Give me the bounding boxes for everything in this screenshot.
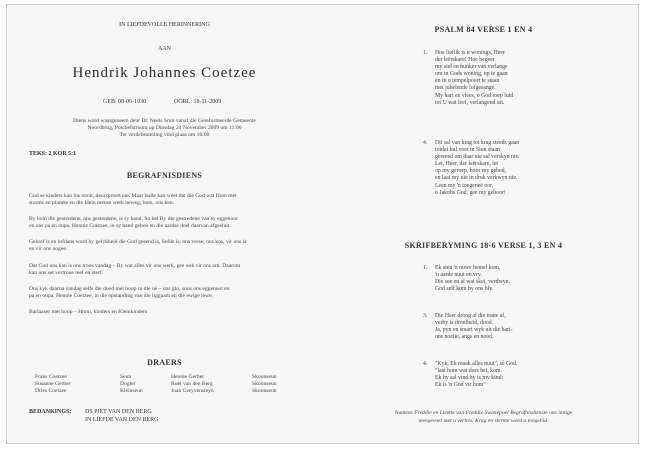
right-page [327, 5, 640, 445]
program-title: BEGRAFNISDIENS [126, 171, 203, 180]
stanza-lines [435, 265, 510, 293]
stanza-line: totdat hul voet in Sion staan [435, 147, 500, 154]
stanza-line: o Jakobs God, gee my gehoor! [435, 189, 506, 196]
stanza-number: 1. [423, 50, 428, 56]
deceased-name: Hendrik Johannes Coetzee [72, 65, 257, 81]
stanza-line: ons noetie, angs en nood. [435, 334, 494, 341]
stanza-line: Die Heer droog al die trane af, [435, 313, 506, 319]
stanza-line: God self kom by ons bly. [435, 286, 494, 293]
stanza-line: Hoe lieflik is u wonings, Heer [435, 50, 505, 56]
program-paragraph: Ons kyk daarna vandag selfs die dood met hoop in die oë – ons glo, soos ons eggenoot en [29, 286, 230, 292]
bearer-name: Dries Coetzee [35, 388, 67, 394]
bearer-name: Juan Greyvensteyn [171, 388, 214, 394]
birth-date: GEB: 08-06-1930 [103, 99, 147, 105]
bearer-name: Roel van den Berg [171, 381, 213, 387]
stanza-line: Ek sien 'n nuwe hemel kom, [435, 265, 501, 271]
thanks-line: DS PIET VAN DEN BERG [85, 409, 152, 415]
stanza-line: op my geroep, hoor my gebed, [435, 168, 506, 175]
stanza-lines [435, 50, 513, 107]
stanza-line: Leen my 'n toegeneë oor, [435, 182, 494, 189]
thanks-line: IN LIEFDE VAN DEN BERG [85, 417, 159, 423]
stanza-line: My hart en vlees, o God roep luid [435, 92, 514, 99]
service-line-2: Noordbrug, Potchefstroom op Dinsdag 24 November 2009 om 11:00 [87, 125, 242, 131]
program-paragraph: en vir ons oogee. [29, 246, 68, 252]
condolence-line: meegevoel met u verlies. Krag en sterkte word u toegebid. [418, 418, 549, 424]
bearer-relation: Skoonseun [252, 374, 277, 380]
left-page [7, 5, 322, 445]
stanza-line: 'n aarde nuut en vry. [435, 272, 482, 279]
program-paragraph: en ons pa en oupa, Hennie Coetzee, in sy hand gehou en die aardse deel daarvan afgesluit. [29, 223, 231, 229]
stanza-number: 4. [423, 140, 428, 146]
stanza-number: 3. [423, 313, 428, 319]
program-paragraph: Dat God ons kan is ons troos vandag – By wat alles vir ons werk, gee ook vir ons om. Daarom [29, 263, 241, 269]
stanza-line: en in u tempelpoort te staan [435, 78, 500, 85]
death-date: OORL: 18-11-2009 [174, 99, 222, 105]
condolence-line: Namens Freddie en Lizette van Freddie Swanepoel Begrafnisdienste ons innige [394, 410, 573, 416]
psalm-title: PSALM 84 VERSE 1 EN 4 [434, 25, 533, 34]
stanza-line: Dit sal van krag tot krag steeds gaan [435, 140, 520, 146]
stanza-line: Let, Heer, der leërskare, let [435, 161, 499, 168]
program-paragraph: By hom die gestredene, ons gestredene, is sy hand. So het By die gestredene van sy eggenoot [29, 216, 238, 222]
skrifberyming-title: SKRIFBERYMING 18-6 VERSE 1, 3 EN 4 [404, 241, 563, 250]
thanks-label: BEDANKINGS: [29, 409, 72, 415]
bearer-relation: Seun [120, 374, 132, 380]
stanza-line: om in Gods woning, op te gaan [435, 71, 508, 78]
stanza-number: 1. [423, 265, 428, 271]
stanza-line: my siel en hunker van verlange [435, 64, 508, 71]
program-paragraph: Barlaaser met hoop – Hmm, kinders en Kleinkinders [29, 309, 148, 315]
stanza-line: "laat hom wat dors het, kom. [435, 368, 502, 375]
bearer-name: Frans Coetzee [35, 374, 67, 380]
stanza-line: gereeed om daar nie sal verskyn nie. [435, 154, 520, 161]
stanza-lines [435, 313, 513, 341]
program-paragraph: kan ons set vertroue leef en sterf. [29, 270, 104, 276]
stanza-line: en laat my nie in druk verkwyn nie. [435, 175, 518, 182]
stanza-line: der leërskare! Hoe begeer [435, 57, 495, 64]
stanza-lines [435, 361, 518, 389]
stanza-line: met jubelende lofgesange. [435, 85, 496, 92]
bearer-name: Hennie Gerber [171, 374, 205, 380]
program-paragraph: Geloof is en lofdans word by gelykheid die God gesend is, liefde is, ons vrese, ons kos, vir ons is [29, 239, 247, 245]
program-paragraph: storms en planete en die klein mense werk beweg, hom, ons ken. [29, 200, 175, 206]
service-line-3: Ter verdebestelling vind plaas om 10:00 [119, 132, 210, 138]
bearer-relation: Skoonseun [252, 388, 277, 394]
intro-heading: IN LIEFDEVOLLE HERINNERING [119, 22, 210, 28]
stanza-number: 4. [423, 361, 428, 367]
stanza-line: Ja, pyn en smart wyk uit die hart- [435, 327, 513, 334]
stanza-line: Die see en al wat skei, verdwyn. [435, 279, 511, 286]
program-paragraph: God se kinders kan los nooit, deursproed nie. Maar bulle kan weet dat die God wat Hom met [29, 193, 237, 199]
stanza-line: Ek hy sal vind hy is my kind: [435, 375, 504, 382]
bearer-relation: Skoonseun [252, 381, 277, 387]
stanza-line: verby is droefheid, dood. [435, 320, 494, 327]
stanza-line: Ek is 'n God vir hom" [435, 382, 486, 389]
bearer-relation: Kleinseun [120, 388, 143, 394]
service-line-1: Diens word waargeneem deur Dr. Neels Smit vanaf die Gereformeerde Gemeente [73, 118, 256, 124]
scripture-reference: TEKS: 2 KOR 5:1 [29, 151, 77, 157]
bearer-relation: Dogter [120, 381, 136, 387]
stanza-lines [435, 140, 520, 197]
memorial-card [6, 4, 639, 444]
bearers-title: DRAERS [147, 358, 182, 367]
aan-label: AAN [158, 46, 171, 52]
stanza-line: tot U wat leef, verlangend uit. [435, 99, 505, 106]
stanza-line: "Kyk, Ek maak alles nuut", sê God. [435, 361, 518, 367]
bearer-name: Susanne Gerber [35, 381, 71, 387]
program-paragraph: pa en oupa, Hennie Coetzee, in die opstanding van die liggaam en die ewige lewe. [29, 293, 214, 299]
